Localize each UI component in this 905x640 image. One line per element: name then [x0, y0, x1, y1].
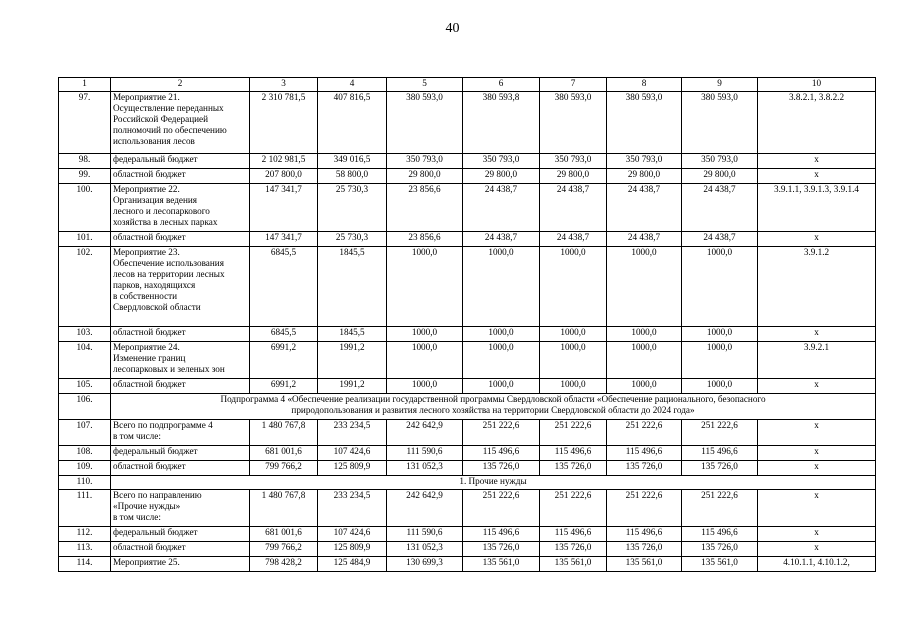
item-name-cell: областной бюджет [111, 232, 250, 247]
row-number-cell: 108. [59, 446, 111, 461]
year-cell: 251 222,6 [607, 490, 682, 527]
table-header-row [59, 78, 876, 92]
target-ref-cell: 3.8.2.1, 3.8.2.2 [758, 92, 876, 154]
year-cell: 131 052,3 [387, 461, 463, 476]
year-cell: 115 496,6 [682, 446, 758, 461]
year-cell: 115 496,6 [463, 527, 540, 542]
year-cell: 107 424,6 [318, 446, 387, 461]
year-cell: 115 496,6 [682, 527, 758, 542]
year-cell: 24 438,7 [607, 184, 682, 232]
total-cell: 1 480 767,8 [250, 420, 318, 446]
header-cell: 8 [607, 78, 682, 92]
total-cell: 799 766,2 [250, 542, 318, 557]
item-name-cell: федеральный бюджет [111, 446, 250, 461]
year-cell: 24 438,7 [463, 232, 540, 247]
year-cell: 29 800,0 [387, 169, 463, 184]
year-cell: 107 424,6 [318, 527, 387, 542]
header-cell: 4 [318, 78, 387, 92]
year-cell: 135 726,0 [463, 461, 540, 476]
year-cell: 24 438,7 [682, 184, 758, 232]
year-cell: 1000,0 [387, 379, 463, 394]
item-name-cell: областной бюджет [111, 169, 250, 184]
year-cell: 1000,0 [607, 247, 682, 327]
year-cell: 1000,0 [682, 379, 758, 394]
year-cell: 242 642,9 [387, 490, 463, 527]
table-row [59, 476, 876, 490]
year-cell: 407 816,5 [318, 92, 387, 154]
year-cell: 1000,0 [682, 342, 758, 379]
table-row [59, 379, 876, 394]
header-cell: 2 [111, 78, 250, 92]
year-cell: 1000,0 [387, 342, 463, 379]
page-number: 40 [445, 21, 460, 36]
item-name-cell: Мероприятие 25. [111, 557, 250, 572]
section-title-cell: Подпрограмма 4 «Обеспечение реализации государственной программы Свердловской области «Обеспечение рационального, безопасного природопользования и развития лесного хозяйства на территории Свердловской области до 2024 года» [111, 394, 876, 420]
item-name-cell: областной бюджет [111, 379, 250, 394]
header-cell: 5 [387, 78, 463, 92]
total-cell: 2 102 981,5 [250, 154, 318, 169]
table-row [59, 446, 876, 461]
year-cell: 25 730,3 [318, 232, 387, 247]
item-name-cell: областной бюджет [111, 461, 250, 476]
year-cell: 380 593,0 [540, 92, 607, 154]
year-cell: 1845,5 [318, 247, 387, 327]
year-cell: 24 438,7 [463, 184, 540, 232]
header-cell: 10 [758, 78, 876, 92]
table-row [59, 490, 876, 527]
row-number-cell: 103. [59, 327, 111, 342]
year-cell: 135 561,0 [540, 557, 607, 572]
year-cell: 135 561,0 [682, 557, 758, 572]
year-cell: 349 016,5 [318, 154, 387, 169]
table-row [59, 232, 876, 247]
year-cell: 350 793,0 [607, 154, 682, 169]
year-cell: 1000,0 [463, 247, 540, 327]
item-name-cell: Мероприятие 21. Осуществление переданных Российской Федерацией полномочий по обеспечению использования лесов [111, 92, 250, 154]
table-row [59, 394, 876, 420]
total-cell: 681 001,6 [250, 446, 318, 461]
budget-table [58, 77, 876, 572]
year-cell: 350 793,0 [463, 154, 540, 169]
item-name-cell: Мероприятие 22. Организация ведения лесного и лесопаркового хозяйства в лесных парках [111, 184, 250, 232]
total-cell: 6991,2 [250, 342, 318, 379]
row-number-cell: 107. [59, 420, 111, 446]
item-name-cell: Мероприятие 23. Обеспечение использования лесов на территории лесных парков, находящихся в собственности Свердловской области [111, 247, 250, 327]
year-cell: 29 800,0 [682, 169, 758, 184]
year-cell: 115 496,6 [540, 446, 607, 461]
year-cell: 115 496,6 [607, 446, 682, 461]
target-ref-cell: 3.9.1.1, 3.9.1.3, 3.9.1.4 [758, 184, 876, 232]
year-cell: 29 800,0 [607, 169, 682, 184]
year-cell: 251 222,6 [682, 490, 758, 527]
year-cell: 251 222,6 [540, 420, 607, 446]
item-name-cell: областной бюджет [111, 542, 250, 557]
year-cell: 1000,0 [540, 342, 607, 379]
total-cell: 147 341,7 [250, 184, 318, 232]
row-number-cell: 104. [59, 342, 111, 379]
item-name-cell: Всего по подпрограмме 4 в том числе: [111, 420, 250, 446]
target-ref-cell: х [758, 232, 876, 247]
year-cell: 1000,0 [463, 379, 540, 394]
year-cell: 242 642,9 [387, 420, 463, 446]
year-cell: 1000,0 [387, 327, 463, 342]
year-cell: 233 234,5 [318, 420, 387, 446]
target-ref-cell: х [758, 527, 876, 542]
year-cell: 1000,0 [540, 247, 607, 327]
header-cell: 6 [463, 78, 540, 92]
year-cell: 135 726,0 [682, 542, 758, 557]
year-cell: 233 234,5 [318, 490, 387, 527]
target-ref-cell: х [758, 542, 876, 557]
target-ref-cell: х [758, 169, 876, 184]
year-cell: 251 222,6 [463, 420, 540, 446]
year-cell: 125 484,9 [318, 557, 387, 572]
year-cell: 135 726,0 [682, 461, 758, 476]
row-number-cell: 110. [59, 476, 111, 490]
total-cell: 681 001,6 [250, 527, 318, 542]
year-cell: 251 222,6 [682, 420, 758, 446]
total-cell: 6845,5 [250, 327, 318, 342]
year-cell: 58 800,0 [318, 169, 387, 184]
year-cell: 135 726,0 [463, 542, 540, 557]
section-title-cell: 1. Прочие нужды [111, 476, 876, 490]
year-cell: 380 593,0 [607, 92, 682, 154]
year-cell: 350 793,0 [387, 154, 463, 169]
target-ref-cell: х [758, 154, 876, 169]
year-cell: 251 222,6 [540, 490, 607, 527]
row-number-cell: 113. [59, 542, 111, 557]
row-number-cell: 97. [59, 92, 111, 154]
table-body [59, 78, 876, 572]
year-cell: 29 800,0 [540, 169, 607, 184]
total-cell: 2 310 781,5 [250, 92, 318, 154]
row-number-cell: 98. [59, 154, 111, 169]
year-cell: 125 809,9 [318, 542, 387, 557]
target-ref-cell: х [758, 446, 876, 461]
target-ref-cell: 4.10.1.1, 4.10.1.2, [758, 557, 876, 572]
year-cell: 251 222,6 [463, 490, 540, 527]
header-cell: 7 [540, 78, 607, 92]
year-cell: 23 856,6 [387, 232, 463, 247]
year-cell: 131 052,3 [387, 542, 463, 557]
year-cell: 25 730,3 [318, 184, 387, 232]
row-number-cell: 106. [59, 394, 111, 420]
row-number-cell: 100. [59, 184, 111, 232]
table-row [59, 154, 876, 169]
year-cell: 111 590,6 [387, 527, 463, 542]
year-cell: 1000,0 [540, 327, 607, 342]
header-cell: 3 [250, 78, 318, 92]
year-cell: 1000,0 [387, 247, 463, 327]
item-name-cell: федеральный бюджет [111, 527, 250, 542]
year-cell: 115 496,6 [463, 446, 540, 461]
target-ref-cell: 3.9.2.1 [758, 342, 876, 379]
year-cell: 1000,0 [540, 379, 607, 394]
target-ref-cell: х [758, 490, 876, 527]
year-cell: 135 726,0 [607, 542, 682, 557]
year-cell: 1991,2 [318, 379, 387, 394]
year-cell: 350 793,0 [682, 154, 758, 169]
item-name-cell: Мероприятие 24. Изменение границ лесопарковых и зеленых зон [111, 342, 250, 379]
table-row [59, 247, 876, 327]
year-cell: 111 590,6 [387, 446, 463, 461]
table-row [59, 169, 876, 184]
year-cell: 1000,0 [607, 327, 682, 342]
year-cell: 1000,0 [607, 379, 682, 394]
year-cell: 29 800,0 [463, 169, 540, 184]
year-cell: 24 438,7 [682, 232, 758, 247]
year-cell: 24 438,7 [540, 184, 607, 232]
year-cell: 1845,5 [318, 327, 387, 342]
year-cell: 251 222,6 [607, 420, 682, 446]
year-cell: 380 593,0 [682, 92, 758, 154]
table-row [59, 420, 876, 446]
target-ref-cell: х [758, 461, 876, 476]
total-cell: 798 428,2 [250, 557, 318, 572]
target-ref-cell: 3.9.1.2 [758, 247, 876, 327]
table-row [59, 342, 876, 379]
year-cell: 135 561,0 [463, 557, 540, 572]
year-cell: 350 793,0 [540, 154, 607, 169]
item-name-cell: Всего по направлению «Прочие нужды» в том числе: [111, 490, 250, 527]
year-cell: 380 593,8 [463, 92, 540, 154]
year-cell: 125 809,9 [318, 461, 387, 476]
year-cell: 24 438,7 [540, 232, 607, 247]
row-number-cell: 114. [59, 557, 111, 572]
year-cell: 24 438,7 [607, 232, 682, 247]
year-cell: 1000,0 [682, 247, 758, 327]
year-cell: 380 593,0 [387, 92, 463, 154]
table-row [59, 557, 876, 572]
row-number-cell: 109. [59, 461, 111, 476]
total-cell: 1 480 767,8 [250, 490, 318, 527]
row-number-cell: 99. [59, 169, 111, 184]
year-cell: 135 726,0 [540, 542, 607, 557]
year-cell: 23 856,6 [387, 184, 463, 232]
total-cell: 207 800,0 [250, 169, 318, 184]
year-cell: 135 726,0 [607, 461, 682, 476]
row-number-cell: 111. [59, 490, 111, 527]
year-cell: 1991,2 [318, 342, 387, 379]
row-number-cell: 105. [59, 379, 111, 394]
year-cell: 130 699,3 [387, 557, 463, 572]
table-row [59, 527, 876, 542]
total-cell: 6991,2 [250, 379, 318, 394]
table-row [59, 92, 876, 154]
row-number-cell: 112. [59, 527, 111, 542]
row-number-cell: 102. [59, 247, 111, 327]
year-cell: 135 726,0 [540, 461, 607, 476]
year-cell: 135 561,0 [607, 557, 682, 572]
table-row [59, 461, 876, 476]
year-cell: 1000,0 [607, 342, 682, 379]
year-cell: 1000,0 [463, 342, 540, 379]
header-cell: 9 [682, 78, 758, 92]
year-cell: 115 496,6 [607, 527, 682, 542]
table-row [59, 184, 876, 232]
item-name-cell: областной бюджет [111, 327, 250, 342]
table-row [59, 542, 876, 557]
header-cell: 1 [59, 78, 111, 92]
target-ref-cell: х [758, 420, 876, 446]
year-cell: 115 496,6 [540, 527, 607, 542]
total-cell: 6845,5 [250, 247, 318, 327]
total-cell: 799 766,2 [250, 461, 318, 476]
year-cell: 1000,0 [682, 327, 758, 342]
total-cell: 147 341,7 [250, 232, 318, 247]
target-ref-cell: х [758, 379, 876, 394]
item-name-cell: федеральный бюджет [111, 154, 250, 169]
target-ref-cell: х [758, 327, 876, 342]
row-number-cell: 101. [59, 232, 111, 247]
year-cell: 1000,0 [463, 327, 540, 342]
table-row [59, 327, 876, 342]
